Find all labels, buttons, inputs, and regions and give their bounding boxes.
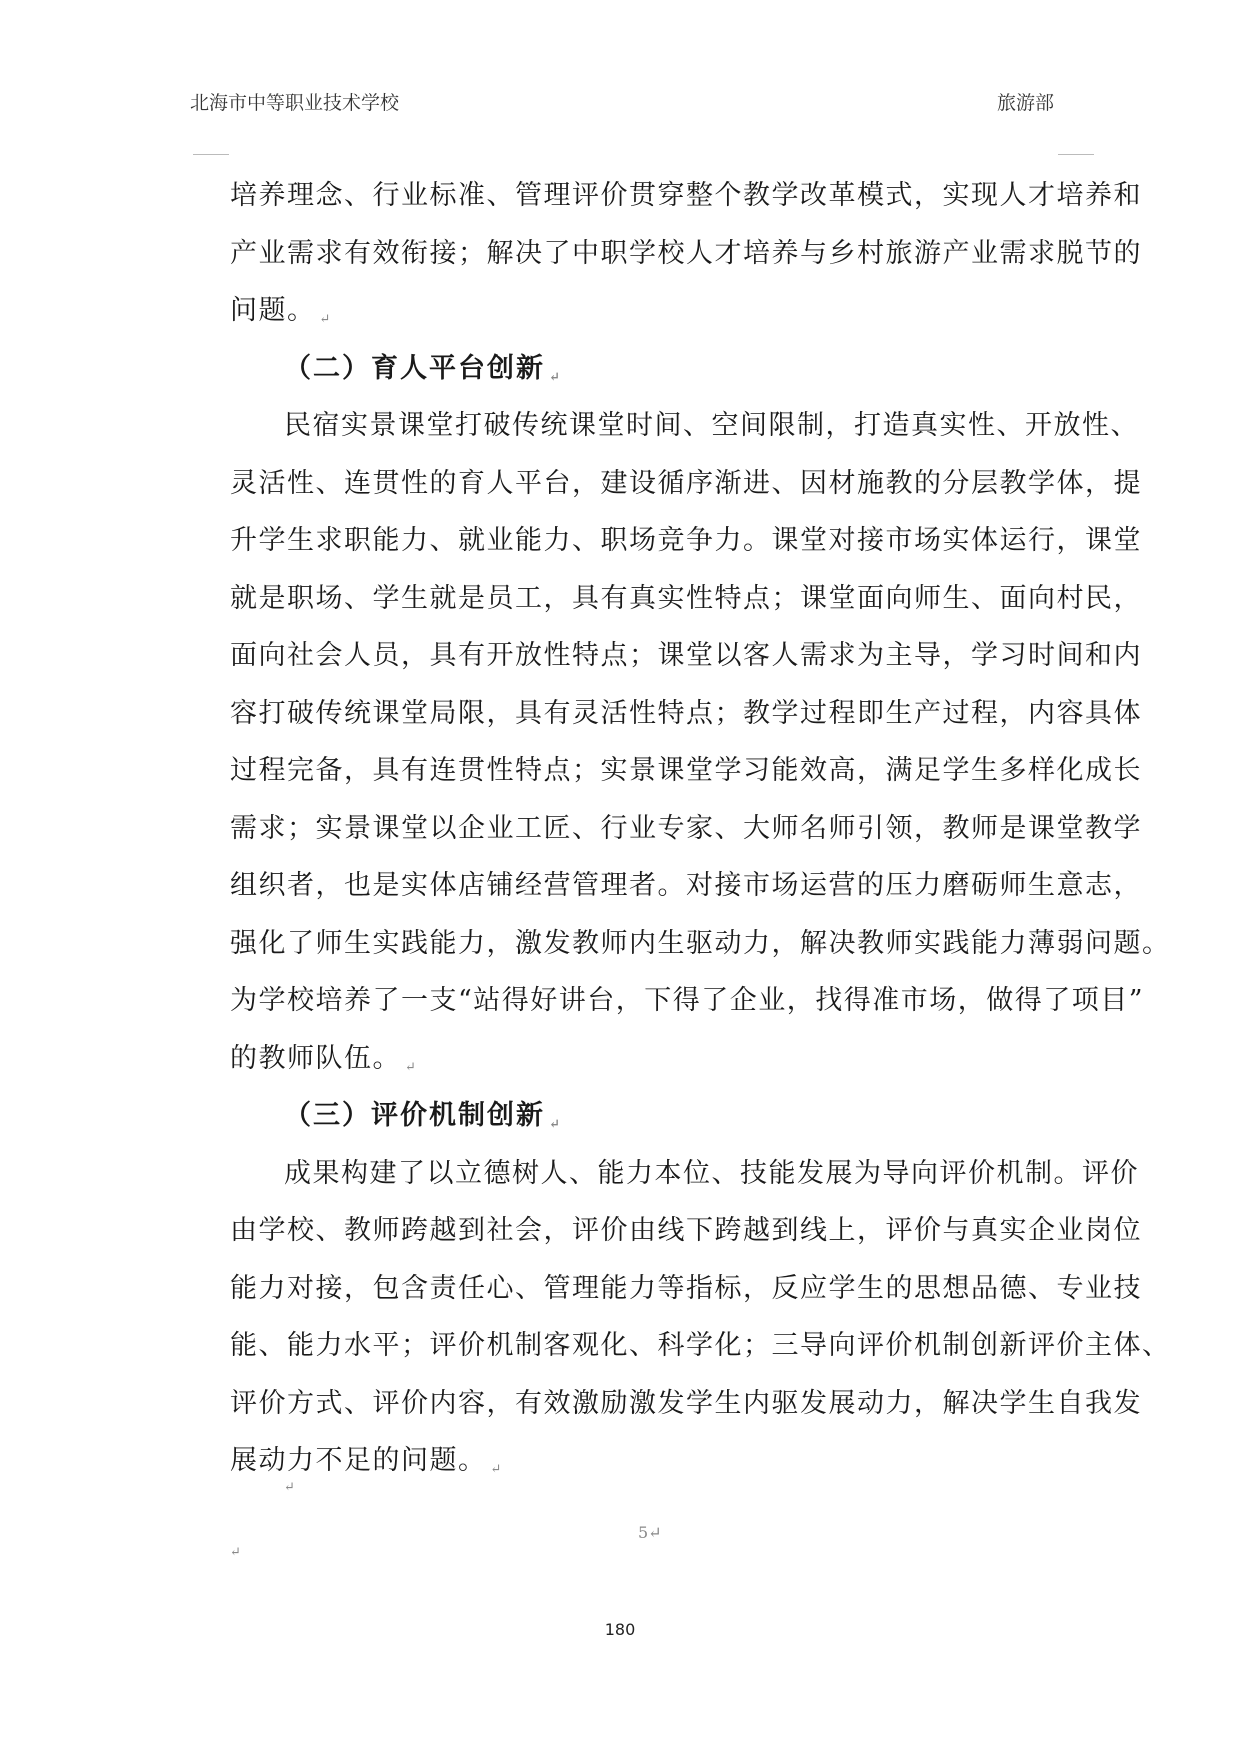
text-line: 的教师队伍。 ↵ (230, 1042, 418, 1075)
paragraph-mark-icon: ↵ (319, 312, 332, 327)
text-line: 评价方式、评价内容，有效激励激发学生内驱发展动力，解决学生自我发 (230, 1387, 1142, 1419)
text-line: 升学生求职能力、就业能力、职场竞争力。课堂对接市场实体运行，课堂 (230, 525, 1142, 556)
text-line: 培养理念、行业标准、管理评价贯穿整个教学改革模式，实现人才培养和 (230, 180, 1142, 211)
paragraph-mark-icon: ↵ (405, 1059, 418, 1075)
text-line: 需求；实景课堂以企业工匠、行业专家、大师名师引领，教师是课堂教学 (230, 812, 1142, 844)
paragraph-mark-icon: ↵ (549, 1117, 562, 1132)
text-line: 展动力不足的问题。 ↵ (230, 1445, 503, 1477)
paragraph-mark-icon: ↵ (549, 369, 562, 385)
text-line: 成果构建了以立德树人、能力本位、技能发展为导向评价机制。评价 (284, 1157, 1139, 1189)
section-heading: （三）评价机制创新 ↵ (284, 1100, 562, 1132)
document-body (230, 167, 1171, 1490)
header-department: 旅游部 (996, 92, 1054, 114)
text-line: 能、能力水平；评价机制客观化、科学化；三导向评价机制创新评价主体、 (230, 1330, 1171, 1361)
page-number: 180 (604, 1620, 636, 1639)
text-line: 过程完备，具有连贯性特点；实景课堂学习能效高，满足学生多样化成长 (230, 755, 1142, 786)
text-line: 产业需求有效衔接；解决了中职学校人才培养与乡村旅游产业需求脱节的 (230, 237, 1142, 269)
text-line: 能力对接，包含责任心、管理能力等指标，反应学生的思想品德、专业技 (230, 1272, 1142, 1304)
corner-mark-left (193, 154, 229, 155)
section-heading: （二）育人平台创新 ↵ (284, 352, 562, 385)
paragraph-mark-icon: ↵ (284, 1480, 295, 1495)
text-line: 组织者，也是实体店铺经营管理者。对接市场运营的压力磨砺师生意志， (230, 870, 1142, 901)
text-line: 由学校、教师跨越到社会，评价由线下跨越到线上，评价与真实企业岗位 (230, 1215, 1142, 1246)
page-header (190, 88, 1054, 122)
text-line: 容打破传统课堂局限，具有灵活性特点；教学过程即生产过程，内容具体 (230, 697, 1142, 729)
text-line: 面向社会人员，具有开放性特点；课堂以客人需求为主导，学习时间和内 (230, 640, 1142, 671)
text-line: 强化了师生实践能力，激发教师内生驱动力，解决教师实践能力薄弱问题。 (230, 927, 1171, 959)
text-line: 为学校培养了一支“站得好讲台，下得了企业，找得准市场，做得了项目” (230, 985, 1145, 1016)
text-line: 就是职场、学生就是员工，具有真实性特点；课堂面向师生、面向村民， (230, 582, 1142, 614)
paragraph-mark-icon: ↵ (490, 1462, 503, 1477)
inline-page-number: 5↵ (638, 1523, 662, 1542)
text-line: 民宿实景课堂打破传统课堂时间、空间限制，打造真实性、开放性、 (284, 410, 1139, 441)
header-school-name: 北海市中等职业技术学校 (190, 92, 400, 114)
corner-mark-right (1058, 154, 1094, 155)
text-line: 问题。 ↵ (230, 295, 332, 327)
text-line: 灵活性、连贯性的育人平台，建设循序渐进、因材施教的分层教学体，提 (230, 467, 1142, 499)
paragraph-mark-icon: ↵ (230, 1545, 241, 1560)
